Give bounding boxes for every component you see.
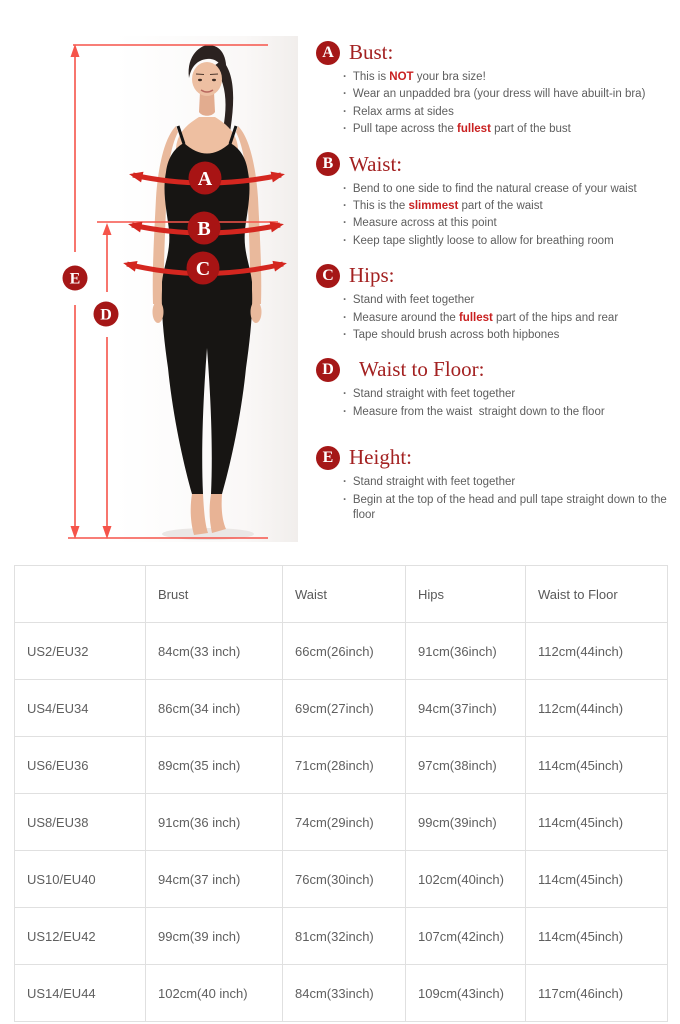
size-table-cell: 102cm(40 inch): [146, 965, 283, 1022]
size-table-cell: 109cm(43inch): [406, 965, 526, 1022]
size-table-cell: 84cm(33 inch): [146, 623, 283, 680]
bullet-text: Wear an unpadded bra (your dress will have abuilt-in bra): [352, 88, 646, 101]
bullet-text: Stand with feet together: [352, 294, 475, 307]
bullet-text: Relax arms at sides: [352, 105, 454, 118]
size-table-cell: 114cm(45inch): [526, 737, 668, 794]
bullet-item: [343, 474, 674, 491]
measure-section-b: [316, 152, 674, 251]
section-title: Waist to Floor:: [359, 357, 485, 382]
bullet-dot-icon: ·: [343, 88, 347, 101]
size-table-cell: 94cm(37 inch): [146, 851, 283, 908]
measure-section-c: [316, 263, 674, 344]
section-bullets: [343, 181, 674, 251]
bullet-dot-icon: ·: [343, 311, 347, 324]
size-table-header-cell: Hips: [406, 566, 526, 623]
size-table-cell: 94cm(37inch): [406, 680, 526, 737]
bullet-text: Pull tape across the fullest part of the bust: [352, 123, 571, 136]
size-table-cell: 97cm(38inch): [406, 737, 526, 794]
letter-badge-icon: B: [316, 152, 340, 176]
bullet-dot-icon: ·: [343, 71, 347, 83]
badge-c-letter: C: [195, 258, 211, 280]
size-table-cell: 69cm(27inch): [283, 680, 406, 737]
table-row: [15, 794, 668, 851]
measure-section-d: [316, 357, 674, 421]
size-table-cell: 99cm(39 inch): [146, 908, 283, 965]
size-table-cell: US12/EU42: [15, 908, 146, 965]
bullet-text: This is the slimmest part of the waist: [352, 200, 543, 213]
badge-a-letter: A: [197, 168, 213, 190]
size-table-cell: 114cm(45inch): [526, 908, 668, 965]
bullet-text: Measure around the fullest part of the hips and rear: [352, 311, 619, 324]
letter-badge-icon: E: [316, 446, 340, 470]
size-table-head: [15, 566, 668, 623]
section-heading: [316, 357, 674, 382]
badge-d-letter: D: [100, 306, 112, 324]
bullet-dot-icon: ·: [343, 217, 347, 230]
size-table-header-cell: Brust: [146, 566, 283, 623]
size-table-cell: 99cm(39inch): [406, 794, 526, 851]
bullet-dot-icon: ·: [343, 329, 347, 342]
bullet-dot-icon: ·: [343, 234, 347, 247]
letter-badge-icon: A: [316, 41, 340, 65]
bullet-item: [343, 327, 674, 344]
highlighted-word: NOT: [389, 71, 414, 83]
section-heading: [316, 445, 674, 470]
size-table-cell: 81cm(32inch): [283, 908, 406, 965]
table-header-row: [15, 566, 668, 623]
letter-badge-icon: C: [316, 264, 340, 288]
instruction-sections: [316, 40, 674, 538]
bullet-text: Begin at the top of the head and pull tape straight down to the floor: [352, 493, 670, 522]
size-table-header-cell: [15, 566, 146, 623]
table-row: [15, 623, 668, 680]
size-table-body: [15, 623, 668, 1022]
size-table-cell: 91cm(36inch): [406, 623, 526, 680]
size-table-cell: 76cm(30inch): [283, 851, 406, 908]
size-table-header-cell: Waist to Floor: [526, 566, 668, 623]
size-table-cell: 66cm(26inch): [283, 623, 406, 680]
size-table-cell: 117cm(46inch): [526, 965, 668, 1022]
section-heading: [316, 40, 674, 65]
size-table-cell: US8/EU38: [15, 794, 146, 851]
size-table-cell: US4/EU34: [15, 680, 146, 737]
bullet-item: [343, 104, 674, 121]
highlighted-word: fullest: [458, 311, 493, 324]
bullet-item: [343, 121, 674, 138]
size-table-cell: 86cm(34 inch): [146, 680, 283, 737]
highlighted-word: fullest: [457, 123, 491, 136]
section-bullets: [343, 292, 674, 344]
size-table-cell: 71cm(28inch): [283, 737, 406, 794]
size-table-cell: 112cm(44inch): [526, 680, 668, 737]
size-table-cell: 74cm(29inch): [283, 794, 406, 851]
table-row: [15, 680, 668, 737]
bullet-text: Stand straight with feet together: [352, 388, 516, 401]
size-table-cell: 114cm(45inch): [526, 794, 668, 851]
bullet-dot-icon: ·: [343, 294, 347, 307]
size-table-cell: 114cm(45inch): [526, 851, 668, 908]
section-bullets: [343, 474, 674, 524]
bullet-item: [343, 215, 674, 232]
bullet-dot-icon: ·: [343, 493, 347, 506]
bullet-dot-icon: ·: [343, 200, 347, 213]
size-table-header-cell: Waist: [283, 566, 406, 623]
size-table-cell: 91cm(36 inch): [146, 794, 283, 851]
size-table: [14, 565, 668, 1022]
bullet-text: Measure from the waist straight down to the floor: [352, 405, 605, 418]
bullet-item: [343, 386, 674, 403]
bullet-text: Stand straight with feet together: [352, 476, 516, 489]
section-title: Waist:: [349, 151, 403, 176]
bullet-item: [343, 404, 674, 421]
bullet-text: Bend to one side to find the natural crease of your waist: [352, 182, 637, 195]
section-heading: [316, 152, 674, 177]
bullet-item: [343, 292, 674, 309]
table-row: [15, 737, 668, 794]
size-table-cell: 89cm(35 inch): [146, 737, 283, 794]
bullet-item: [343, 492, 674, 525]
highlighted-word: slimmest: [408, 200, 459, 213]
table-row: [15, 851, 668, 908]
section-bullets: [343, 386, 674, 421]
guide-arrowheads: [71, 44, 112, 539]
bullet-dot-icon: ·: [343, 105, 347, 118]
bullet-dot-icon: ·: [343, 388, 347, 401]
bullet-dot-icon: ·: [343, 182, 347, 195]
letter-badge-icon: D: [316, 358, 340, 382]
bullet-item: [343, 198, 674, 215]
section-title: Height:: [349, 445, 412, 470]
size-table-cell: US2/EU32: [15, 623, 146, 680]
size-table-cell: US6/EU36: [15, 737, 146, 794]
bullet-dot-icon: ·: [343, 476, 347, 489]
bullet-item: [343, 310, 674, 327]
bullet-dot-icon: ·: [343, 405, 347, 418]
bullet-text: Measure across at this point: [352, 217, 497, 230]
measure-section-a: [316, 40, 674, 139]
bullet-item: [343, 86, 674, 103]
bullet-item: [343, 233, 674, 250]
size-table-cell: 107cm(42inch): [406, 908, 526, 965]
section-bullets: [343, 69, 674, 139]
table-row: [15, 965, 668, 1022]
section-title: Bust:: [349, 40, 394, 64]
badge-b-letter: B: [197, 218, 211, 240]
bullet-item: [343, 181, 674, 198]
bullet-text: This is NOT your bra size!: [352, 71, 486, 83]
size-table-cell: 84cm(33inch): [283, 965, 406, 1022]
size-table-cell: 102cm(40inch): [406, 851, 526, 908]
measure-section-e: [316, 445, 674, 524]
section-title: Hips:: [349, 263, 395, 288]
bullet-item: [343, 69, 674, 86]
badge-e-letter: E: [69, 270, 81, 288]
size-table-cell: US14/EU44: [15, 965, 146, 1022]
section-heading: [316, 263, 674, 288]
bullet-text: Keep tape slightly loose to allow for breathing room: [352, 234, 614, 247]
bullet-text: Tape should brush across both hipbones: [352, 329, 560, 342]
table-row: [15, 908, 668, 965]
size-table-cell: US10/EU40: [15, 851, 146, 908]
bullet-dot-icon: ·: [343, 123, 347, 136]
size-table-cell: 112cm(44inch): [526, 623, 668, 680]
